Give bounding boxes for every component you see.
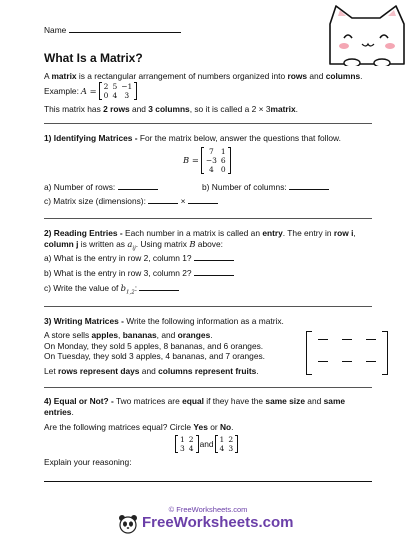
example-matrix-entry: 4: [112, 91, 118, 100]
explain-answer-line[interactable]: [44, 481, 372, 482]
q1-a-answer[interactable]: [118, 182, 158, 190]
q2-a-answer[interactable]: [194, 253, 234, 261]
matrix-b-entry: 6: [220, 156, 226, 165]
example-description: This matrix has 2 rows and 3 columns, so it is called a 2 × 3matrix.: [44, 104, 298, 114]
example-matrix-entry: −1: [121, 82, 133, 91]
q2-b: b) What is the entry in row 3, column 2?: [44, 268, 234, 279]
footer-brand: FreeWorksheets.com: [142, 514, 294, 531]
q3-text: A store sells apples, bananas, and oranges. On Monday, they sold 5 apples, 8 bananas, and 6 oranges. On Tuesday, they sold 3 apples, 4 bananas, and 7 oranges. Let rows represent days and columns represent fruits.: [44, 330, 266, 376]
matrix-b-entry: 4: [208, 165, 214, 174]
q1-b: b) Number of columns:: [202, 182, 329, 193]
q2-c: c) Write the value of $b_{1,2}$:: [44, 283, 179, 297]
q4-matrix-2: [215, 435, 239, 453]
example-line: Example: A = 2 5 −1 0 4 3: [44, 82, 137, 100]
panda-logo-icon: [118, 514, 138, 534]
q4-explain-label: Explain your reasoning:: [44, 457, 132, 467]
q4-matrix-1-entry: 2: [188, 435, 194, 444]
matrix-b-entry: 7: [208, 147, 214, 156]
footer-url: © FreeWorksheets.com: [168, 505, 248, 514]
q2-b-answer[interactable]: [194, 268, 234, 276]
name-label: Name: [44, 25, 67, 35]
q1-heading: 1) Identifying Matrices - For the matrix below, answer the questions that follow.: [44, 133, 341, 143]
name-field[interactable]: [69, 25, 181, 33]
q2-a: a) What is the entry in row 2, column 1?: [44, 253, 234, 264]
example-matrix-entry: 3: [124, 91, 130, 100]
divider: [44, 306, 372, 307]
q1-b-answer[interactable]: [289, 182, 329, 190]
cat-illustration: [322, 2, 414, 66]
q4-matrix-2-entry: 1: [219, 435, 225, 444]
example-matrix-entry: 2: [103, 82, 109, 91]
divider: [44, 123, 372, 124]
matrix-definition: A matrix is a rectangular arrangement of numbers organized into rows and columns.: [44, 71, 363, 81]
matrix-b-entry: 0: [220, 165, 226, 174]
answer-matrix[interactable]: [306, 331, 388, 375]
q4-matrix-1: [175, 435, 199, 453]
q2-c-answer[interactable]: [139, 283, 179, 291]
q4-question: Are the following matrices equal? Circle Yes or No.: [44, 422, 234, 432]
example-matrix: [99, 82, 138, 100]
example-matrix-entry: 5: [112, 82, 118, 91]
q4-matrix-2-entry: 2: [228, 435, 234, 444]
q4-matrix-2-entry: 4: [219, 444, 225, 453]
divider: [44, 387, 372, 388]
example-matrix-entry: 0: [103, 91, 109, 100]
matrix-b-entry: 1: [220, 147, 226, 156]
q3-heading: 3) Writing Matrices - Write the following information as a matrix.: [44, 316, 284, 326]
q4-matrix-1-entry: 1: [180, 435, 185, 444]
matrix-b: B = 7 1 −3 6 4 0: [183, 147, 231, 174]
q1-c-cols[interactable]: [188, 196, 218, 204]
q1-c-rows[interactable]: [148, 196, 178, 204]
q4-matrices: 1 2 3 4 and 1 2 4 3: [175, 435, 238, 453]
name-line: [44, 25, 181, 36]
divider: [44, 218, 372, 219]
q4-matrix-1-entry: 4: [188, 444, 194, 453]
q1-c: c) Matrix size (dimensions): ×: [44, 196, 218, 207]
q2-heading: 2) Reading Entries - Each number in a matrix is called an entry. The entry in row i, column j is written as $a_{ij}$. Using matrix B above:: [44, 228, 356, 252]
q4-matrix-2-entry: 3: [228, 444, 234, 453]
q4-heading: 4) Equal or Not? - Two matrices are equal if they have the same size and same entries.: [44, 396, 346, 417]
page-title: What Is a Matrix?: [44, 51, 143, 65]
q4-matrix-1-entry: 3: [180, 444, 185, 453]
q1-a: a) Number of rows:: [44, 182, 158, 193]
matrix-b-entry: −3: [205, 156, 217, 165]
